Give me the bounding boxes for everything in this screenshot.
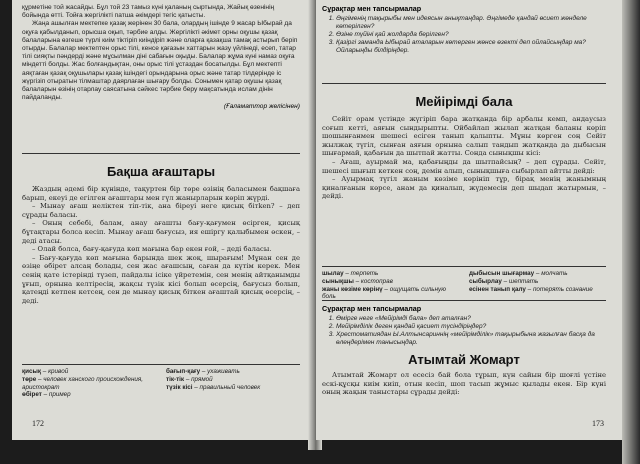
story-title: Мейірімді бала [415, 94, 513, 109]
story-paragraph: – Олай болса, бағу-қағуда көп мағына бар екен ғой, – деді баласы. [32, 245, 272, 254]
tasks-list [322, 315, 606, 347]
right-tasks-2 [322, 300, 606, 347]
story-paragraph: – Ағаш, ауырмай ма, қабағыңды да шытпайсың? – деп сұрады. Сейіт, шешесі шығып кеткен соң, демін алып, сынықшыға сыбырлап айтты дейді: [322, 157, 606, 175]
source-note: (Ғаламаттор желісінен) [223, 103, 300, 111]
left-story [22, 148, 300, 305]
story-paragraph: – Мынау ағаш неліктен тіп-тік, ана біреуі неге қисық бітken? – деп сұрады баласы. [22, 202, 300, 219]
vocab-entry: бағып-қағу – ухаживать [166, 368, 240, 375]
vocab-box-right [322, 266, 606, 301]
intro-paragraph-1: құрметіне той жасайды. Бұл той 23 тамыз күні қаланың сыртында, Жайық өзенінің бойында өтті. Тойға жергілікті патша әкімдері тегіс қатысты. [22, 4, 275, 20]
right-story [322, 78, 606, 201]
vocab-entry: қисық – кривой [22, 368, 69, 375]
intro-paragraph-2: Жаңа ашылған мектепке қазақ жерінен 30 бала, олардың ішінде 9 жасар Ыбырай да оқуға қабылданып, орысша оқып, тәрбие алды. Жергілікті әкімет орны оқушы қазақ балаларына өзгеше түрлі киім тіктіріп киіндіріп және оларға қазақша тамақ астырып беріп отырды. Балалар мектептен орыс тілі, кенсе қағазын хаттарын жазу үйлінеді, есеп, татар тілі сияқты пәндерді және мұсылман діні сабағын оқыды. Балалар жұма күні намаз оқуға міндетті болды. Жас болғандықтан, оны орыс тілі ұстаздан босатылды. Бұл мектепті аяқтаған қазақ оқушылары қазақ ішіндегі орындарына орыс және татар тілдерінде іс жүргізіп отыратын тілмаштар даярлаған шығару болды. Сонымен қатар оқушы қазақ балаларын өзінің отарлау саясатына сәйкес тәрбие беру мақсатында ислам дінін пайдаланды. [22, 20, 298, 102]
task-item: 1. Өмірге неге «Мейірімді бала» деп аталған? [336, 315, 606, 323]
section-divider [22, 153, 300, 154]
left-page [12, 0, 314, 440]
tasks-heading: Сұрақтар мен тапсырмалар [322, 304, 422, 313]
task-item: 2. Өзіне түйіні қай жолдарда берілген? [336, 31, 606, 39]
vocab-entry: өбірет – пример [22, 391, 71, 399]
vocab-entry: тік-тік – прямой [166, 375, 213, 383]
story-paragraph: – Ауырмақ түгіл жаным көзіме көрініп тұр, бірақ менің жанымның қиналғанын көрсе, анам да қиналып, жүдемесін деп шыдап жатырмын, – дейді. [322, 175, 606, 201]
story-paragraph: – Оның себебі, балам, анау ағашты бағу-қағумен өсірген, қисық бұтақтары болса кесіп. Мынау ағаш бағусыз, ия ешіргу қалыбымен өскен, – деді атасы. [22, 219, 300, 245]
vocab-box-left [22, 364, 300, 399]
story-title: Атымтай Жомарт [408, 352, 520, 367]
vocab-column [166, 368, 300, 399]
vocab-column [322, 270, 459, 301]
story-paragraph: Жаздың әдемі бір күнінде, тақуртен бір төре өзінің баласымен бақшаға барып, екеуі де егілген ағаштары мен гүл жанырларын көріп жүрді. [22, 185, 300, 202]
page-number-left: 172 [32, 419, 44, 428]
task-item: 2. Мейірімділік деген қандай қасиет түсіндіріңдер? [336, 323, 606, 331]
vocab-entry: дыбысын шығармау – молчать [469, 270, 568, 277]
vocab-column [22, 368, 156, 399]
story-paragraph: – Бағу-қағуда көп мағына барында шек жоқ, шырағым! Мұнан сен де өзіңе өбірет алсаң болады, сен жас ағашсың, саған да күтім керек. Мен сенің қате істерінді түзеп, пайдалы ісіке үйретемін, сен менің айтқанымды ұғып, орнына келтіресің, жақсы түзік кісі болып өсерсің, бағусыз болып, қатеңді кетпен кетсең, сен де мынау қисық біткен ағаштай қисық өсерсің, – деді. [22, 253, 300, 305]
tasks-list [322, 15, 606, 55]
task-item: 3. Хрестоматиядан Ы.Алтынсариннің «мейірімділік» тақырыбына жазылған басқа да өлеңдерімен танысыңдар. [336, 331, 606, 347]
right-tasks-1 [322, 4, 606, 55]
vocab-entry: түзік кісі – правильный человек [166, 383, 261, 391]
right-story-2 [322, 346, 606, 397]
vocab-entry: шылау – терпеть [322, 270, 379, 277]
task-item: 1. Әңгіменің тақырыбы мен идеясын анықтаңдар. Әңгімеде қандай өсиет жөнделе көтерілген? [336, 15, 606, 31]
page-edge-shadow [622, 0, 640, 464]
right-page [316, 0, 622, 440]
task-item: 3. Қазіргі заманда Ыбырай аталарын көтерген жөнсе өзекті деп ойлайсыңдар ма? Ойларыңды білдіріңдер. [336, 39, 606, 55]
tasks-heading: Сұрақтар мен тапсырмалар [322, 4, 422, 13]
story-paragraph: Сейіт орам үстінде жүгіріп бара жатқанда бір арбалы кемп, андаусыз соғып кетті, аяғын сындырыпты. Ойбайлап жылап жатқан баланы көріп шошынғанмен шешесі есіген танып қалыпты. Мұны көрген соң Сейіт жылжақ түгіл, сынған аяғын орнына салып тандып жатқанда да дыбысын шығармай, қабағын да шытпай жатты. Сонда сынықшы кісі: [322, 115, 606, 158]
section-divider [322, 83, 606, 84]
vocab-entry: сынықшы – костоправ [322, 277, 393, 285]
page-number-right: 173 [592, 419, 604, 428]
vocab-entry: есінен танып қалу – потерять сознание [469, 285, 593, 293]
vocab-column [469, 270, 606, 301]
vocab-entry: сыбырлау – шептать [469, 277, 539, 285]
vocab-entry: төре – человек ханского происхождения, аристократ [22, 375, 144, 391]
left-intro [22, 4, 300, 110]
story-paragraph: Атымтай Жомарт ол есесіз бай бола тұрып, күн сайын бір шоғлі үстіне ескі-құсқы киім киіп, отын кесіп, шоп тасып жұмыс қылады екен. Бір күні оның жақын таныстары сұрады дейді: [322, 371, 606, 397]
story-title: Бақша ағаштары [106, 164, 216, 179]
vocab-entry: жаны көзіме көрінү – ощущать сильную боль [322, 285, 446, 301]
